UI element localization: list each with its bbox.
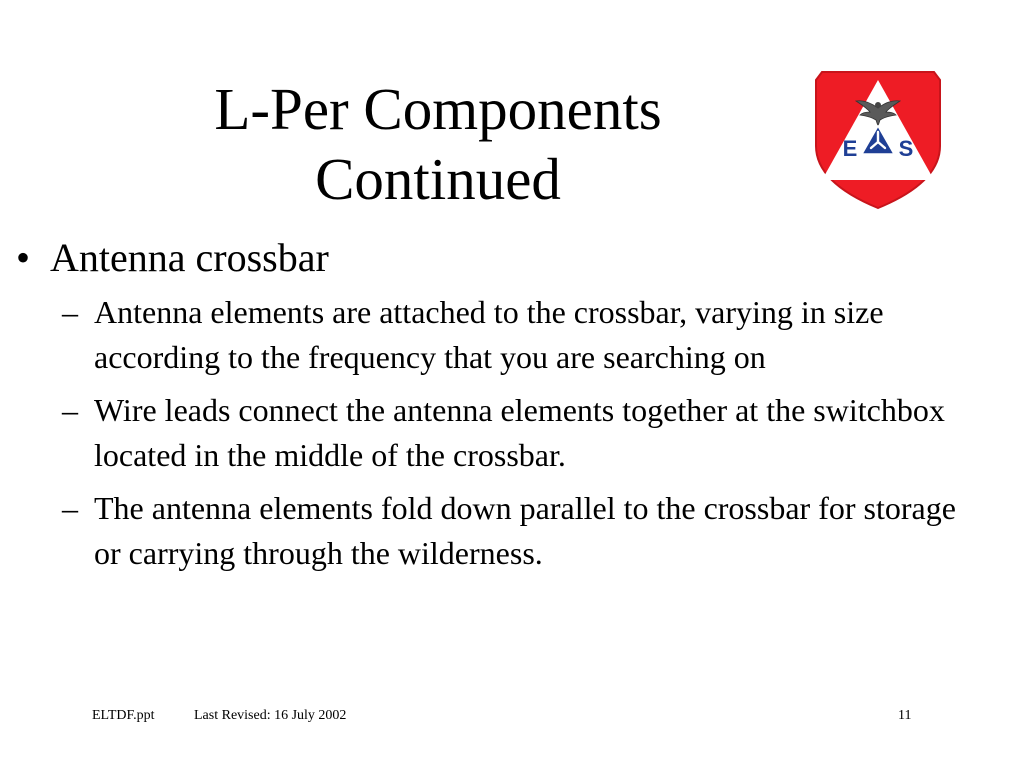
logo-letter-s: S <box>898 136 914 161</box>
sub-bullet-text: Antenna elements are attached to the crossbar, varying in size according to the frequency that you are searching on <box>94 294 884 375</box>
bullet-item <box>0 234 1000 282</box>
sub-bullet-text: The antenna elements fold down parallel to the crossbar for storage or carrying through the wilderness. <box>94 490 956 571</box>
bullet-marker: • <box>16 235 31 280</box>
shield-icon <box>812 68 944 210</box>
sub-bullet-marker: – <box>62 392 78 428</box>
title-line-1: L-Per Components <box>214 76 662 142</box>
sub-bullet-item <box>0 290 1000 380</box>
es-shield-logo <box>812 68 944 210</box>
logo-letter-e: E <box>842 136 858 161</box>
footer-revised-date: Last Revised: 16 July 2002 <box>194 708 347 723</box>
sub-bullet-marker: – <box>62 490 78 526</box>
footer-filename: ELTDF.ppt <box>92 708 155 723</box>
bullet-text: Antenna crossbar <box>50 235 329 280</box>
title-line-2: Continued <box>315 146 561 212</box>
sub-bullet-item <box>0 388 1000 478</box>
footer-page-number: 11 <box>898 708 912 723</box>
sub-bullet-text: Wire leads connect the antenna elements together at the switchbox located in the middle of the crossbar. <box>94 392 945 473</box>
sub-bullet-marker: – <box>62 294 78 330</box>
slide-title <box>0 74 876 214</box>
sub-bullet-item <box>0 486 1000 576</box>
slide-body <box>0 234 1000 576</box>
